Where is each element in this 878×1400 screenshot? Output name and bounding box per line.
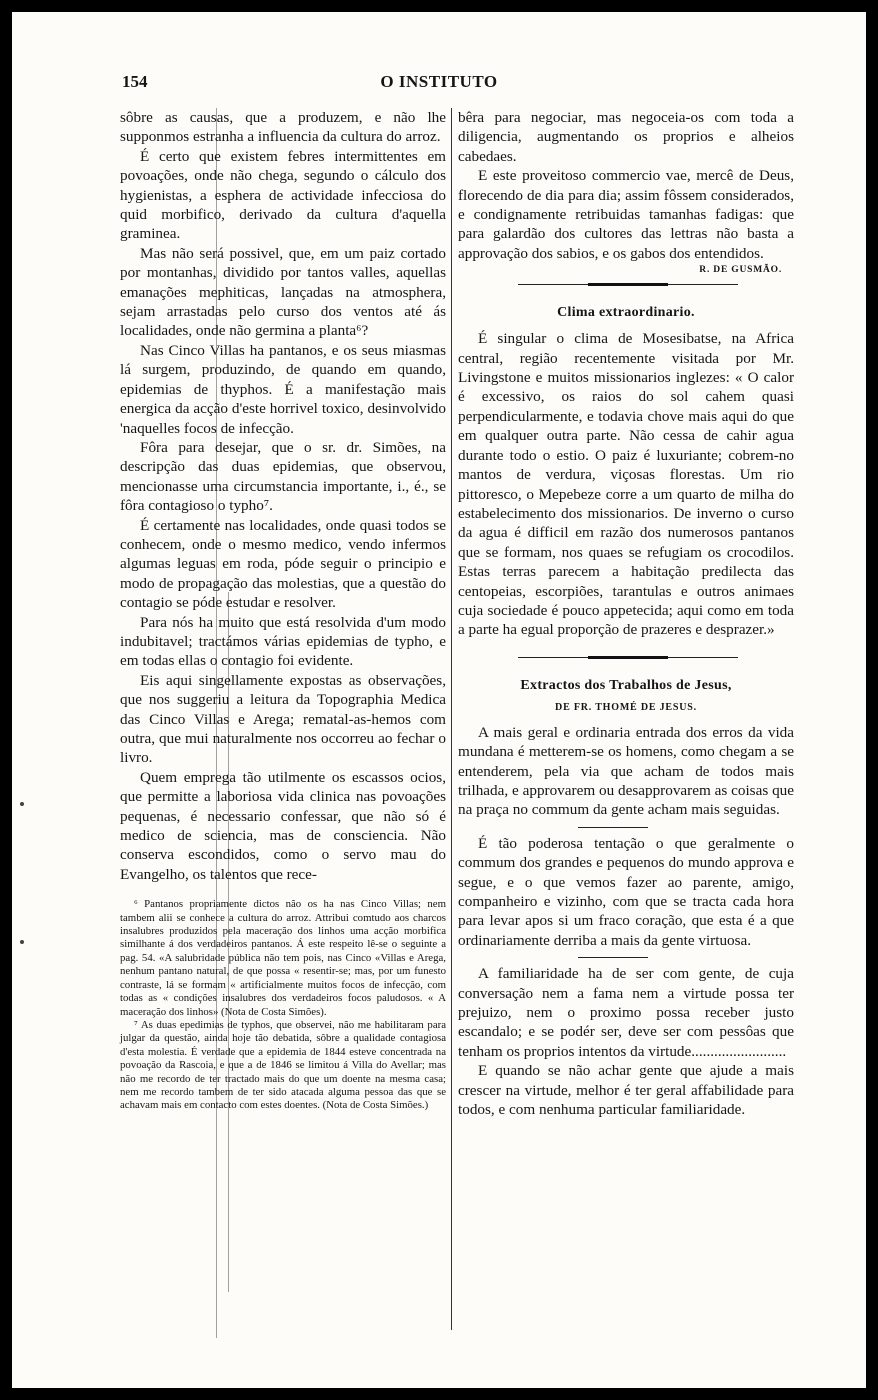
paragraph: Nas Cinco Villas ha pantanos, e os seus miasmas lá surgem, produzindo, de quando em quando, epidemias de thyphos. É a manifestação mais energica da acção d'este horrivel toxico, desinvolvido 'naquelles focos de infecção. [120, 341, 446, 437]
footnote: ⁷ As duas epedimias de typhos, que observei, não me habilitaram para julgar da questão, ainda hoje tão debatida, sôbre a qualidade contagiosa d'esta molestia. É verdade que a epidemia de 1844 esteve concentrada na povoação da Rascoia, e que a de 1846 se limitou á Villa do Avellar; mas não me recordo de ter tractado mais do que um doente na mesma casa; nem me recordo tambem de ter sido atacada alguma pessoa das que se achavam mais em contacto com estes doentes. (Nota de Costa Simões.) [120, 1018, 446, 1112]
paragraph: Quem emprega tão utilmente os escassos ocios, que permitte a laboriosa vida clinica nas povoações pequenas, é necessario confessar, que não só é medico de sciencia, mas de consciencia. Não conserva escondidos, como o servo mau do Evangelho, os talentos que rece- [120, 768, 446, 883]
right-column [458, 108, 794, 1119]
section-author: DE FR. THOMÉ DE JESUS. [555, 701, 697, 713]
page-header [12, 72, 866, 96]
footnote: ⁶ Pantanos propriamente dictos não os ha nas Cinco Villas; nem tambem alii se conhece a cultura do arroz. Attribui comtudo aos charcos insalubres produzidos pela maceração dos linhos uma acção morbifica similhante á dos verdadeiros pantanos. Á este respeito lê-se o seguinte a pag. 54. «A salubridade pública não tem pois, nas Cinco «Villas e Arega, nenhum pantano natural, de que possa « resentir-se; mas, por um funesto contraste, lá se formam « artificialmente muitos focos de infecção, com todas as « condições insalubres dos verdadeiros focos paludosos. « A maceração dos linhos» (Nota de Costa Simões). [120, 898, 446, 1018]
page-blemish [20, 802, 24, 806]
paragraph: Fôra para desejar, que o sr. dr. Simões, na descripção das duas epidemias, que observou, mencionasse uma circumstancia importante, i., é., se fôra contagioso o typho⁷. [120, 438, 446, 515]
section-separator [458, 648, 794, 668]
short-separator [458, 820, 794, 834]
paragraph: A mais geral e ordinaria entrada dos erros da vida mundana é metterem-se os homens, como chegam a se entenderem, pela via que acham de todos mais trilhada, e approvarem ou desapprovarem as coisas que na praça no commum da gente acham mais seguidas. [458, 723, 794, 819]
section-extractos-text [458, 964, 794, 1119]
section-extractos-text [458, 834, 794, 950]
paragraph: É certamente nas localidades, onde quasi todos se conhecem, onde o mesmo medico, vendo infermos algumas leguas em roda, póde seguir o principio e modo de propagação das molestias, que a questão do contagio se póde estudar e resolver. [120, 516, 446, 612]
running-title: O INSTITUTO [380, 72, 498, 91]
paragraph: A familiaridade ha de ser com gente, de cuja conversação nem a fama nem a virtude possa ter prejuizo, nem o proximo possa receber justo escandalo; e se podér ser, deve ser com pessôas que tenham os proprios intentos da virtude......................... [458, 965, 794, 1060]
paragraph: Para nós ha muito que está resolvida d'um modo indubitavel; tractámos várias epidemias de typho, e em todas ellas o contagio foi evidente. [120, 613, 446, 670]
paragraph: É certo que existem febres intermittentes em povoações, onde não chega, segundo o cálculo dos hygienistas, a esphera de actividade infecciosa do quid morbifico, derivado da cultura d'aquella graminea. [120, 147, 446, 243]
section-title-clima: Clima extraordinario. [557, 305, 695, 321]
paragraph: Eis aqui singellamente expostas as observações, que nos suggeriu a leitura da Topographia Medica das Cinco Villas e Arega; rematal-as-hemos com outra, que mui naturalmente nos occorreu ao fechar o livro. [120, 671, 446, 767]
page-number: 154 [122, 72, 148, 91]
paragraph: Mas não será possivel, que, em um paiz cortado por montanhas, dividido por tantos valles, aquellas emanações mephiticas, lançadas na atmosphera, sejam arrastadas pelo curso dos ventos até ás localidades, onde não germina a planta⁶? [120, 244, 446, 340]
section-title-extractos: Extractos dos Trabalhos de Jesus, [520, 677, 732, 693]
paragraph: É singular o clima de Mosesibatse, na Africa central, região recentemente visitada por Mr. Livingstone e muitos missionarios inglezes: « O calor é excessivo, os raios do sol cahem quasi perpendicularmente, e todavia chove mais aqui do que em qualquer outra parte. Não cessa de cahir agua durante todo o estio. O paiz é luxuriante; cobrem-no mantos de verdura, viçosas florestas. Um rio pittoresco, o Mepebeze corre a um quarto de milha do estabelecimento dos missionarios. De inverno o curso da agua é difficil em razão dos numerosos pantanos que se formam, nos quaes se refugiam os crocodilos. Estas terras parecem a habitação predilecta das centopeias, escorpiões, tarantulas e outros animaes cuja sociedade é pouco appetecida; aqui como em toda a parte ha egual proporção de prazeres e desprazer.» [458, 330, 794, 639]
left-body-text [120, 108, 446, 884]
paragraph: sôbre as causas, que a produzem, e não lhe supponmos estranha a influencia da cultura do arroz. [120, 109, 446, 146]
column-rule [451, 108, 452, 1330]
short-separator [458, 950, 794, 964]
paragraph: É tão poderosa tentação o que geralmente o commum dos grandes e pequenos do mundo approva e segue, e o que vemos fazer ao parente, amigo, companheiro e vizinho, com que se tracta cada hora para levar apos si um fraco coração, que esta é a que ordinariamente derriba a mais da gente virtuosa. [458, 834, 794, 949]
section-extractos-text [458, 723, 794, 820]
right-intro-text [458, 108, 794, 263]
section-clima-text [458, 329, 794, 640]
page-blemish [20, 940, 24, 944]
paragraph: E este proveitoso commercio vae, mercê de Deus, florecendo de dia para dia; assim fôssem considerados, e condignamente retribuidas tamanhas fadigas: que para galardão dos cultores das lettras não basta a approvação dos sabios, e os gabos dos entendidos. [458, 167, 794, 262]
paragraph: E quando se não achar gente que ajude a mais crescer na virtude, melhor é ter geral affabilidade para todos, e com nenhuma particular familiaridade. [458, 1062, 794, 1119]
signature: R. DE GUSMÃO. [699, 265, 782, 276]
paragraph: bêra para negociar, mas negoceia-os com toda a diligencia, augmentando os proprios e alheios cabedaes. [458, 109, 794, 165]
footnotes [120, 898, 446, 1113]
section-separator [458, 275, 794, 295]
left-column [120, 108, 446, 1113]
document-page [12, 12, 866, 1388]
